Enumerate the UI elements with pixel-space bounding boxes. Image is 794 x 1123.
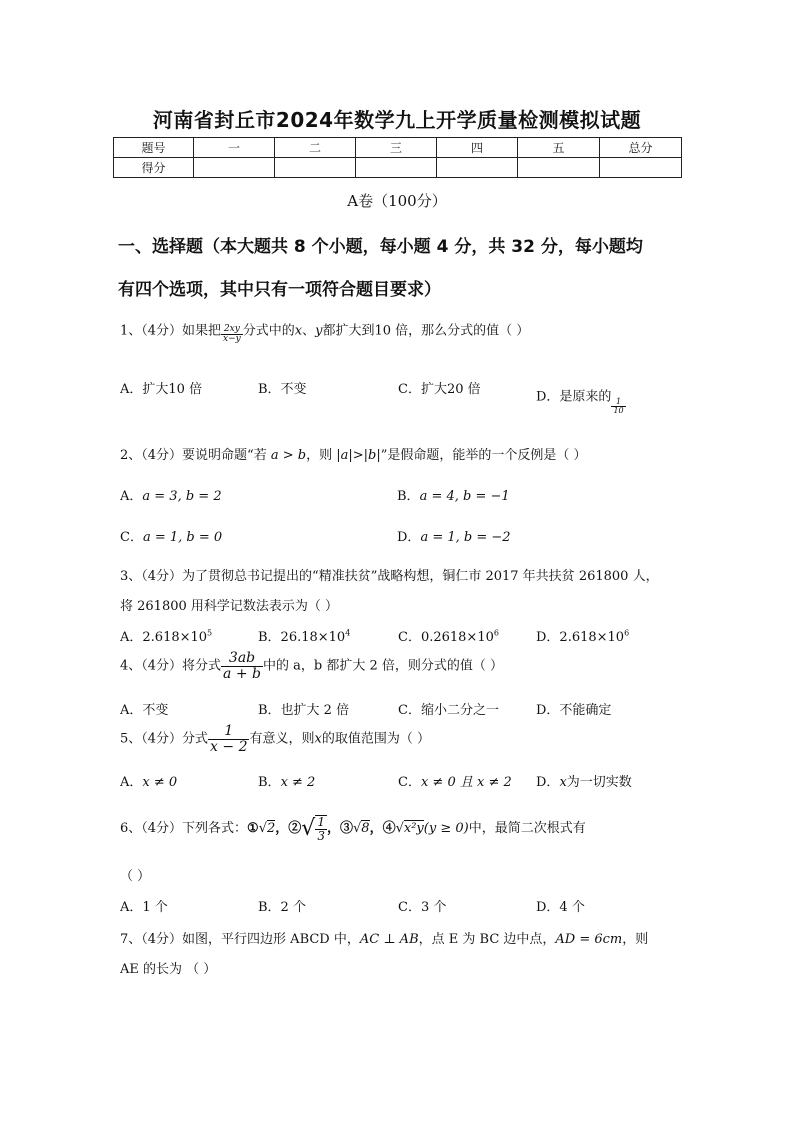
q1-option-c[interactable]: C．扩大20 倍: [398, 382, 481, 397]
section-heading-line2: 有四个选项，其中只有一项符合题目要求）: [118, 280, 441, 300]
q6-root-2-sign: √: [301, 816, 316, 842]
q2-b-math: a = 4, b = −1: [419, 489, 510, 504]
exam-title: 河南省封丘市2024年数学九上开学质量检测模拟试题: [152, 108, 642, 132]
q2-suffix: ”是假命题，能举的一个反例是（ ）: [380, 448, 587, 463]
q5-option-a[interactable]: [120, 771, 177, 790]
question-3-line1: 3、（4分）为了贯彻总书记提出的“精准扶贫”战略构想，铜仁市 2017 年共扶贫 261800 人，: [120, 569, 659, 584]
question-6-line2: （ ）: [120, 869, 151, 884]
q2-b-label: B．: [397, 489, 420, 504]
q7-prefix: 7、（4分）如图，平行四边形 ABCD 中，: [120, 932, 360, 947]
q1-frac-num: 2xy: [221, 325, 243, 335]
score-cell[interactable]: [600, 158, 682, 178]
q4-frac-num: 3ab: [221, 651, 263, 667]
score-header-cell: 总分: [600, 138, 682, 158]
q1-mid: 分式中的: [242, 323, 295, 339]
q3-c-exp: 6: [493, 628, 499, 638]
q2-a-label: A．: [120, 489, 143, 504]
q5-suffix: 的取值范围为（ ）: [321, 731, 430, 747]
q6-item-2-marker: ，②: [275, 821, 302, 837]
q7-suffix: ，则: [622, 932, 649, 947]
score-cell[interactable]: [518, 158, 600, 178]
q1-option-b[interactable]: B．不变: [258, 382, 307, 397]
q2-condition: a > b: [270, 448, 307, 463]
q2-condition-abs: |a|>|b|: [336, 448, 381, 463]
q5-option-b[interactable]: [258, 771, 315, 790]
q5-var: x: [314, 731, 322, 747]
q1-frac-den: x−y: [223, 334, 241, 345]
q1-fraction: [221, 325, 243, 345]
q3-option-c[interactable]: [398, 626, 499, 645]
q5-prefix: 5、（4分）分式: [120, 731, 209, 747]
q2-prefix: 2、（4分）要说明命题“若: [120, 448, 267, 463]
score-table: [113, 137, 682, 178]
q5-c-math: x ≠ 0 且 x ≠ 2: [420, 775, 512, 790]
q4-option-c[interactable]: C．缩小二分之一: [398, 703, 499, 718]
q1-option-d-fraction: [611, 398, 625, 416]
q5-frac-num: 1: [208, 724, 249, 740]
section-heading-line1: 一、选择题（本大题共 8 个小题，每小题 4 分，共 32 分，每小题均: [118, 237, 643, 257]
q6-root-2: [301, 815, 327, 843]
q3-b-text: B．26.18×10: [258, 630, 346, 645]
score-cell[interactable]: [356, 158, 437, 178]
q1-option-a[interactable]: A．扩大10 倍: [120, 382, 203, 397]
score-header-cell: 四: [437, 138, 518, 158]
score-cell[interactable]: [437, 158, 518, 178]
q2-d-math: a = 1, b = −2: [420, 530, 511, 545]
volume-heading: A卷（100分）: [347, 192, 447, 210]
q6-item-1-marker: ①: [247, 821, 259, 837]
question-1: [120, 317, 529, 345]
q3-b-exp: 4: [345, 628, 351, 638]
q2-a-math: a = 3, b = 2: [142, 489, 222, 504]
q3-a-exp: 5: [207, 628, 213, 638]
q2-option-a[interactable]: [120, 485, 222, 504]
q5-frac-den: x − 2: [210, 738, 248, 755]
question-7: [120, 928, 648, 947]
q2-d-label: D．: [397, 530, 421, 545]
score-header-cell: 三: [356, 138, 437, 158]
q6-item-4-marker: ，④: [369, 821, 396, 837]
q6-prefix: 6、（4分）下列各式：: [120, 821, 248, 837]
q5-d-math: x: [559, 775, 567, 790]
q6-r2-num: 1: [317, 815, 325, 829]
score-table-header-row: [114, 138, 682, 158]
q7-mid: ，点 E 为 BC 边中点，: [418, 932, 556, 947]
question-5: [120, 724, 430, 754]
question-2: [120, 444, 587, 463]
q3-option-d[interactable]: [536, 626, 629, 645]
q6-option-b[interactable]: B．2 个: [258, 900, 306, 915]
q4-suffix: 中的 a，b 都扩大 2 倍，则分式的值（ ）: [263, 658, 504, 674]
q1-d-num: 1: [611, 398, 625, 407]
q6-option-c[interactable]: C．3 个: [398, 900, 447, 915]
q3-d-exp: 6: [624, 628, 630, 638]
q5-fraction: [208, 724, 249, 754]
q1-option-d[interactable]: [536, 378, 626, 416]
q5-option-d[interactable]: [536, 771, 632, 790]
q6-option-a[interactable]: A．1 个: [120, 900, 168, 915]
score-cell[interactable]: [194, 158, 275, 178]
q5-option-c[interactable]: [398, 771, 512, 790]
q6-root-1: √2: [258, 821, 276, 837]
q3-a-text: A．2.618×10: [120, 630, 208, 645]
q3-option-b[interactable]: [258, 626, 350, 645]
q5-a-label: A．: [120, 775, 143, 790]
q4-option-a[interactable]: A．不变: [120, 703, 169, 718]
question-6: [120, 815, 586, 842]
question-4: [120, 651, 503, 681]
q2-c-math: a = 1, b = 0: [142, 530, 223, 545]
q4-option-d[interactable]: D．不能确定: [536, 703, 612, 718]
q5-d-label: D．: [536, 775, 560, 790]
score-cell[interactable]: [275, 158, 356, 178]
q6-root-2-fraction: [315, 815, 327, 842]
q6-condition: (y ≥ 0): [423, 821, 469, 837]
q3-c-text: C．0.2618×10: [398, 630, 494, 645]
q4-frac-den: a + b: [223, 665, 261, 682]
q6-suffix: 中，最简二次根式有: [468, 821, 586, 837]
q1-d-den: 10: [613, 406, 624, 416]
q1-var-y: y: [315, 323, 323, 339]
q3-option-a[interactable]: [120, 626, 212, 645]
q2-option-b[interactable]: [397, 485, 510, 504]
q1-option-d-text: D．是原来的: [536, 389, 612, 405]
q3-d-text: D．2.618×10: [536, 630, 625, 645]
q7-math-2: AD = 6cm: [555, 932, 623, 947]
q1-sep: 、: [302, 323, 316, 339]
question-3-line2: 将 261800 用科学记数法表示为（ ）: [120, 599, 339, 614]
q6-item-3-marker: ，③: [326, 821, 353, 837]
q6-root-1-radicand: 2: [267, 821, 276, 837]
q1-prefix: 1、（4分）如果把: [120, 323, 222, 339]
q6-root-4-radicand: x²y: [403, 821, 424, 837]
q2-c-label: C．: [120, 530, 143, 545]
q6-option-d[interactable]: D．4 个: [536, 900, 585, 915]
score-header-cell: 二: [275, 138, 356, 158]
q1-var-x: x: [294, 323, 303, 339]
q5-a-math: x ≠ 0: [142, 775, 178, 790]
q5-b-label: B．: [258, 775, 281, 790]
score-table-score-row: [114, 158, 682, 178]
score-header-cell: 题号: [114, 138, 194, 158]
q4-prefix: 4、（4分）将分式: [120, 658, 222, 674]
q2-option-c[interactable]: [120, 526, 222, 545]
q5-d-text: 为一切实数: [566, 775, 632, 790]
q6-root-3-radicand: 8: [361, 821, 370, 837]
q2-mid: ，则: [306, 448, 333, 463]
q7-math-1: AC ⊥ AB: [359, 932, 419, 947]
question-7-line2: AE 的长为 （ ）: [120, 962, 217, 977]
q6-root-4: √x²y: [395, 821, 424, 837]
q2-option-d[interactable]: [397, 526, 511, 545]
q6-r2-den: 3: [317, 828, 325, 843]
q4-fraction: [221, 651, 263, 681]
score-header-cell: 一: [194, 138, 275, 158]
score-header-cell: 五: [518, 138, 600, 158]
q5-mid: 有意义，则: [249, 731, 315, 747]
q1-suffix: 都扩大到10 倍，那么分式的值（ ）: [322, 323, 530, 339]
q6-root-3: √8: [352, 821, 370, 837]
q4-option-b[interactable]: B．也扩大 2 倍: [258, 703, 350, 718]
q5-c-label: C．: [398, 775, 421, 790]
score-row-label: 得分: [114, 158, 194, 178]
q5-b-math: x ≠ 2: [280, 775, 316, 790]
